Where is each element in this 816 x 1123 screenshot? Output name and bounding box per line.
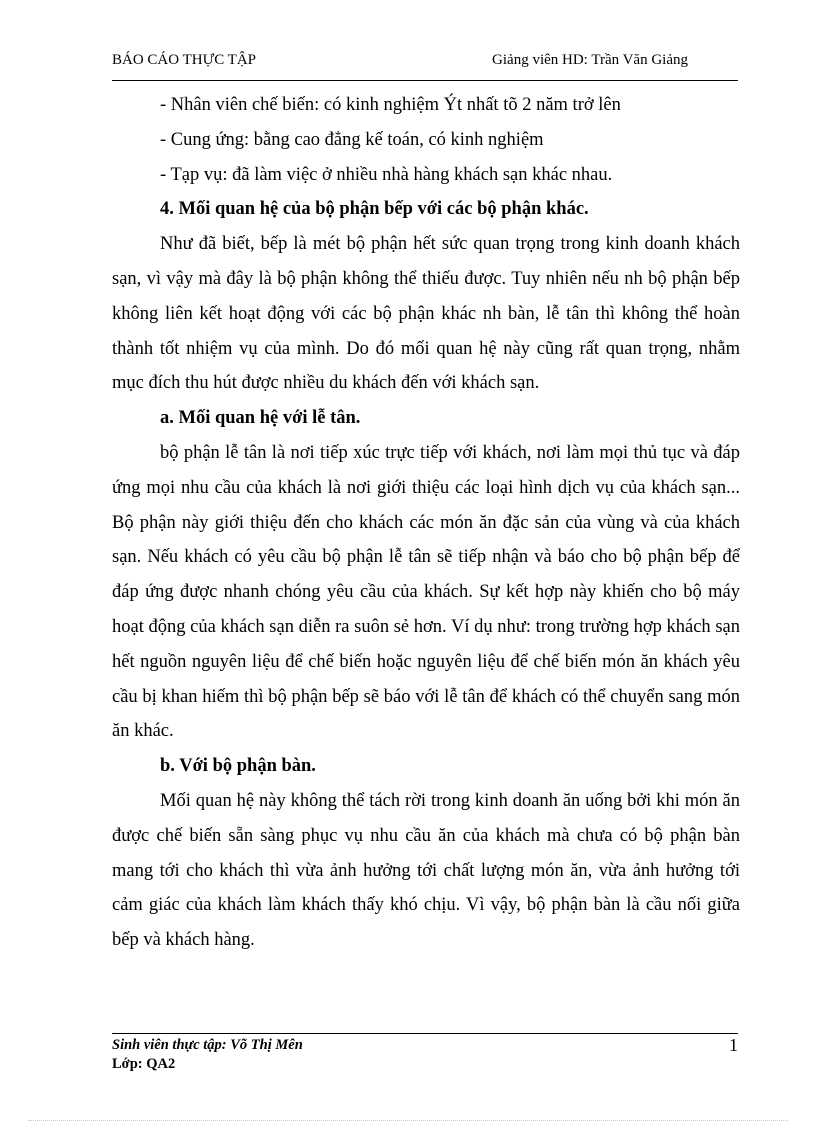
- page-footer: [112, 1036, 738, 1074]
- page-header: [112, 52, 738, 74]
- supervisor-name: Giảng viên HD: Trần Văn Giảng: [492, 52, 688, 68]
- page-number: 1: [729, 1035, 738, 1055]
- page-edge-divider: [28, 1120, 788, 1121]
- section-4-paragraph: Như đã biết, bếp là mét bộ phận hết sức quan trọng trong kinh doanh khách sạn, vì vậy mà đây là bộ phận không thể thiếu được. Tuy nhiên nếu nh bộ phận bếp không liên kết hoạt động với các bộ phận khác nh bàn, lễ tân thì không thể hoàn thành tốt nhiệm vụ của mình. Do đó mối quan hệ này cũng rất quan trọng, nhằm mục đích thu hút được nhiều du khách đến với khách sạn.: [112, 234, 740, 394]
- footer-divider: [112, 1033, 738, 1034]
- class-name: Lớp: QA2: [112, 1056, 176, 1072]
- section-4-heading: 4. Mối quan hệ của bộ phận bếp với các bộ phận khác.: [160, 199, 589, 220]
- section-b-paragraph: Mối quan hệ này không thể tách rời trong kinh doanh ăn uống bởi khi món ăn được chế biến sẵn sàng phục vụ nhu cầu ăn của khách mà chưa có bộ phận bàn mang tới cho khách thì vừa ảnh hưởng tới chất lượng món ăn, vừa ảnh hưởng tới cảm giác của khách làm khách thấy khó chịu. Vì vậy, bộ phận bàn là cầu nối giữa bếp và khách hàng.: [112, 790, 740, 951]
- student-name: Sinh viên thực tập: Võ Thị Mên: [112, 1037, 303, 1053]
- header-divider: [112, 80, 738, 81]
- document-body: [112, 88, 740, 958]
- list-item-janitor: - Tạp vụ: đã làm việc ở nhiều nhà hàng khách sạn khác nhau.: [160, 164, 613, 185]
- section-a-paragraph: bộ phận lễ tân là nơi tiếp xúc trực tiếp với khách, nơi làm mọi thủ tục và đáp ứng mọi nhu cầu của khách là nơi giới thiệu các loại hình dịch vụ của khách sạn... Bộ phận này giới thiệu đến cho khách các món ăn đặc sản của vùng và của khách sạn. Nếu khách có yêu cầu bộ phận lễ tân sẽ tiếp nhận và báo cho bộ phận bếp để đáp ứng được nhanh chóng yêu cầu của khách. Sự kết hợp này khiến cho bộ máy hoạt động của khách sạn diễn ra suôn sẻ hơn. Ví dụ như: trong trường hợp khách sạn hết nguồn nguyên liệu để chế biến hoặc nguyên liệu để chế biến món ăn khách yêu cầu bị khan hiếm thì bộ phận bếp sẽ báo với lễ tân để khách có thể chuyển sang món ăn khác.: [112, 442, 740, 742]
- list-item-chef: - Nhân viên chế biến: có kinh nghiệm Ýt nhất tõ 2 năm trở lên: [160, 95, 621, 115]
- section-a-heading: a. Mối quan hệ với lễ tân.: [160, 408, 361, 429]
- list-item-supply: - Cung ứng: bằng cao đẳng kế toán, có kinh nghiệm: [160, 129, 544, 150]
- section-b-heading: b. Với bộ phận bàn.: [160, 756, 316, 777]
- report-title: BÁO CÁO THỰC TẬP: [112, 52, 257, 68]
